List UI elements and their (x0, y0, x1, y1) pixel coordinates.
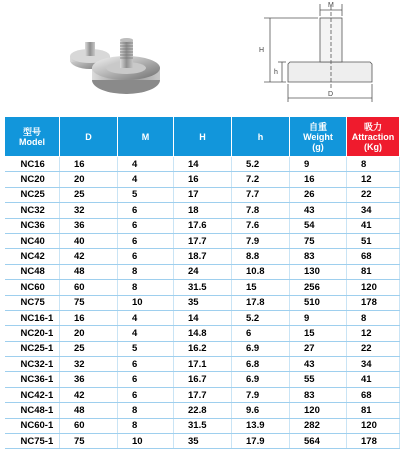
cell-attraction: 68 (347, 249, 400, 264)
cell-h-height: 31.5 (174, 280, 232, 295)
drawing-label-m: M (328, 2, 334, 9)
cell-model: NC60-1 (5, 418, 60, 433)
cell-weight: 120 (290, 403, 347, 418)
cell-weight: 43 (290, 203, 347, 218)
cell-weight: 75 (290, 233, 347, 248)
table-row (5, 341, 400, 356)
cell-model: NC16-1 (5, 310, 60, 325)
table-row (5, 403, 400, 418)
cell-attraction: 34 (347, 203, 400, 218)
header-line: Model (19, 136, 45, 147)
cell-m: 5 (118, 187, 174, 202)
cell-attraction: 22 (347, 341, 400, 356)
cell-h-small: 10.8 (232, 264, 290, 279)
cell-h-height: 16.2 (174, 341, 232, 356)
cell-attraction: 22 (347, 187, 400, 202)
cell-attraction: 41 (347, 372, 400, 387)
drawing-label-h: H (259, 47, 265, 54)
cell-d: 60 (60, 280, 118, 295)
table-row (5, 157, 400, 172)
header-line: h (257, 131, 264, 142)
cell-h-small: 13.9 (232, 418, 290, 433)
cell-h-height: 35 (174, 434, 232, 449)
header-line: Attraction (351, 131, 395, 142)
cell-d: 32 (60, 357, 118, 372)
cell-model: NC60 (5, 280, 60, 295)
header-line: (g) (312, 141, 324, 152)
cell-m: 8 (118, 418, 174, 433)
table-row (5, 326, 400, 341)
cell-h-small: 17.8 (232, 295, 290, 310)
cell-d: 16 (60, 157, 118, 172)
cell-h-height: 14.8 (174, 326, 232, 341)
cell-h-small: 17.9 (232, 434, 290, 449)
cell-m: 6 (118, 203, 174, 218)
cell-attraction: 81 (347, 264, 400, 279)
cell-m: 8 (118, 280, 174, 295)
cell-attraction: 81 (347, 403, 400, 418)
cell-attraction: 51 (347, 233, 400, 248)
cell-m: 6 (118, 218, 174, 233)
header-model (5, 117, 60, 157)
header-line: Weight (303, 131, 333, 142)
cell-weight: 27 (290, 341, 347, 356)
header-d (60, 117, 118, 157)
cell-m: 10 (118, 295, 174, 310)
cell-h-height: 17 (174, 187, 232, 202)
cell-attraction: 41 (347, 218, 400, 233)
cell-m: 6 (118, 372, 174, 387)
cell-h-small: 6 (232, 326, 290, 341)
cell-weight: 256 (290, 280, 347, 295)
cell-d: 16 (60, 310, 118, 325)
cell-weight: 564 (290, 434, 347, 449)
cell-m: 4 (118, 157, 174, 172)
cell-weight: 282 (290, 418, 347, 433)
cell-attraction: 120 (347, 280, 400, 295)
cell-h-small: 7.9 (232, 233, 290, 248)
cell-m: 6 (118, 357, 174, 372)
cell-h-height: 14 (174, 157, 232, 172)
header-line: D (85, 131, 92, 142)
cell-m: 6 (118, 249, 174, 264)
cell-model: NC48 (5, 264, 60, 279)
cell-d: 36 (60, 218, 118, 233)
header-line: 吸力 (363, 121, 382, 132)
table-row (5, 280, 400, 295)
cell-model: NC25-1 (5, 341, 60, 356)
cell-d: 42 (60, 387, 118, 402)
cell-h-height: 17.6 (174, 218, 232, 233)
cell-model: NC75 (5, 295, 60, 310)
table-row (5, 372, 400, 387)
drawing-label-h-small: h (274, 69, 278, 76)
cell-attraction: 8 (347, 310, 400, 325)
table-header-row (5, 117, 400, 157)
table-row (5, 357, 400, 372)
cell-h-height: 17.1 (174, 357, 232, 372)
cell-m: 6 (118, 387, 174, 402)
cell-attraction: 178 (347, 434, 400, 449)
drawing-label-d: D (328, 91, 334, 98)
cell-d: 40 (60, 233, 118, 248)
cell-m: 4 (118, 310, 174, 325)
cell-m: 8 (118, 264, 174, 279)
cell-weight: 26 (290, 187, 347, 202)
table-row (5, 387, 400, 402)
cell-m: 8 (118, 403, 174, 418)
header-weight (290, 117, 347, 157)
header-line: 型号 (22, 126, 41, 137)
cell-model: NC48-1 (5, 403, 60, 418)
cell-weight: 16 (290, 172, 347, 187)
table-row (5, 187, 400, 202)
table-row (5, 172, 400, 187)
header-h-small (232, 117, 290, 157)
cell-h-height: 16.7 (174, 372, 232, 387)
cell-model: NC40 (5, 233, 60, 248)
table-row (5, 203, 400, 218)
cell-attraction: 68 (347, 387, 400, 402)
cell-d: 32 (60, 203, 118, 218)
cell-model: NC42 (5, 249, 60, 264)
cell-weight: 43 (290, 357, 347, 372)
cell-m: 4 (118, 172, 174, 187)
header-line: M (141, 131, 150, 142)
cell-weight: 83 (290, 387, 347, 402)
cell-h-small: 9.6 (232, 403, 290, 418)
cell-h-height: 24 (174, 264, 232, 279)
cell-d: 48 (60, 264, 118, 279)
cell-h-small: 6.9 (232, 341, 290, 356)
table-row (5, 434, 400, 449)
table-row (5, 295, 400, 310)
table-row (5, 218, 400, 233)
cell-h-small: 15 (232, 280, 290, 295)
header-line: 自重 (308, 121, 327, 132)
cell-weight: 55 (290, 372, 347, 387)
cell-model: NC32-1 (5, 357, 60, 372)
technical-drawing (250, 0, 390, 106)
cell-d: 75 (60, 295, 118, 310)
cell-model: NC36-1 (5, 372, 60, 387)
cell-h-height: 16 (174, 172, 232, 187)
spec-table (4, 116, 400, 449)
cell-weight: 54 (290, 218, 347, 233)
cell-attraction: 120 (347, 418, 400, 433)
cell-d: 42 (60, 249, 118, 264)
cell-h-small: 5.2 (232, 310, 290, 325)
cell-attraction: 178 (347, 295, 400, 310)
cell-h-small: 7.2 (232, 172, 290, 187)
cell-d: 20 (60, 326, 118, 341)
cell-weight: 130 (290, 264, 347, 279)
table-row (5, 249, 400, 264)
cell-d: 20 (60, 172, 118, 187)
header-line: (Kg) (364, 141, 382, 152)
cell-h-height: 18.7 (174, 249, 232, 264)
table-row (5, 418, 400, 433)
cell-d: 60 (60, 418, 118, 433)
cell-h-small: 8.8 (232, 249, 290, 264)
cell-attraction: 12 (347, 172, 400, 187)
cell-m: 4 (118, 326, 174, 341)
cell-model: NC75-1 (5, 434, 60, 449)
cell-model: NC20-1 (5, 326, 60, 341)
cell-h-height: 17.7 (174, 233, 232, 248)
header-line: H (199, 131, 206, 142)
cell-h-height: 31.5 (174, 418, 232, 433)
cell-d: 36 (60, 372, 118, 387)
cell-d: 48 (60, 403, 118, 418)
cell-model: NC32 (5, 203, 60, 218)
header-h-height (174, 117, 232, 157)
cell-h-small: 7.7 (232, 187, 290, 202)
cell-h-height: 17.7 (174, 387, 232, 402)
cell-weight: 9 (290, 310, 347, 325)
cell-d: 25 (60, 187, 118, 202)
cell-h-small: 7.8 (232, 203, 290, 218)
cell-attraction: 34 (347, 357, 400, 372)
cell-h-small: 7.9 (232, 387, 290, 402)
cell-m: 6 (118, 233, 174, 248)
cell-weight: 83 (290, 249, 347, 264)
table-row (5, 233, 400, 248)
cell-h-small: 6.8 (232, 357, 290, 372)
cell-model: NC25 (5, 187, 60, 202)
cell-weight: 9 (290, 157, 347, 172)
cell-h-height: 22.8 (174, 403, 232, 418)
cell-d: 75 (60, 434, 118, 449)
cell-h-small: 6.9 (232, 372, 290, 387)
cell-model: NC42-1 (5, 387, 60, 402)
cell-model: NC36 (5, 218, 60, 233)
cell-m: 5 (118, 341, 174, 356)
cell-h-height: 35 (174, 295, 232, 310)
magnet-product-photo (60, 28, 170, 103)
cell-h-height: 14 (174, 310, 232, 325)
cell-model: NC20 (5, 172, 60, 187)
cell-h-small: 7.6 (232, 218, 290, 233)
cell-attraction: 12 (347, 326, 400, 341)
cell-m: 10 (118, 434, 174, 449)
cell-attraction: 8 (347, 157, 400, 172)
cell-h-height: 18 (174, 203, 232, 218)
cell-weight: 510 (290, 295, 347, 310)
cell-model: NC16 (5, 157, 60, 172)
table-row (5, 264, 400, 279)
cell-d: 25 (60, 341, 118, 356)
cell-weight: 15 (290, 326, 347, 341)
header-attraction (347, 117, 400, 157)
cell-h-small: 5.2 (232, 157, 290, 172)
table-row (5, 310, 400, 325)
header-m (118, 117, 174, 157)
